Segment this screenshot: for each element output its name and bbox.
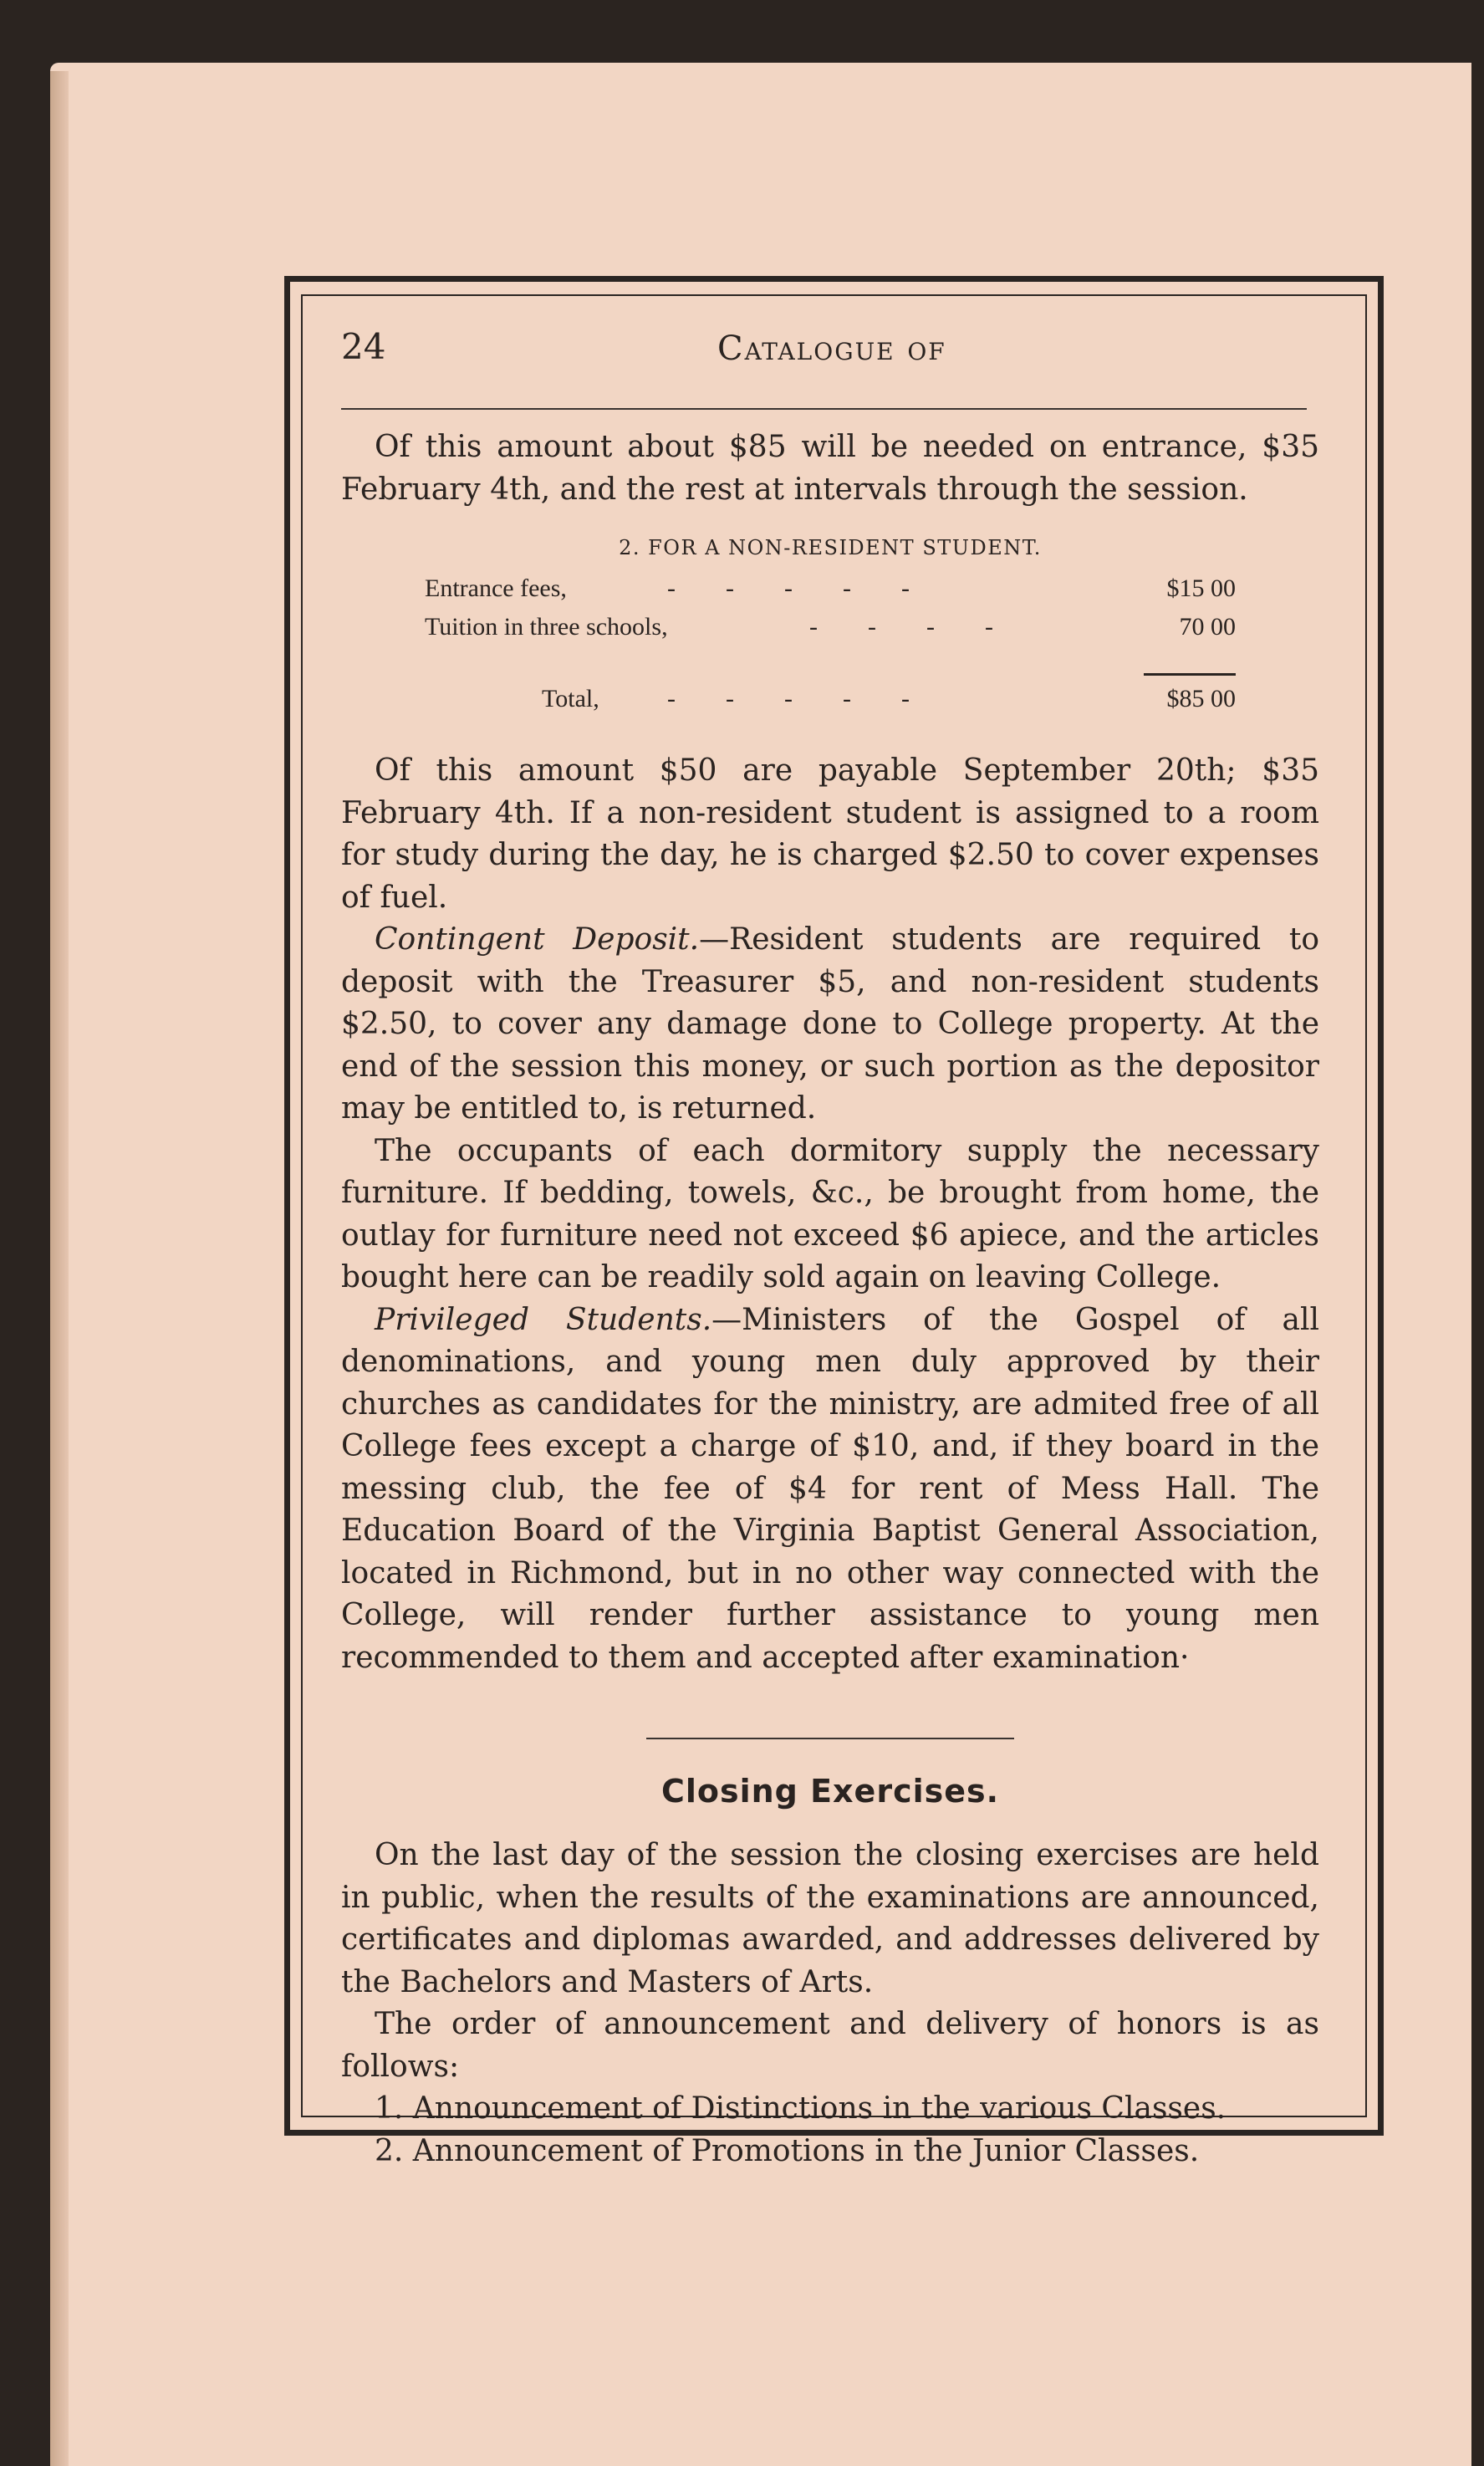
paragraph-amount-needed: Of this amount about $85 will be needed on entrance, $35 February 4th, and the rest at intervals through the session. (341, 430, 1319, 507)
fee-label: Tuition in three schools, (425, 613, 668, 641)
page-number: 24 (341, 326, 386, 367)
section-divider (646, 1738, 1014, 1739)
page-header (341, 318, 1319, 401)
paragraph-contingent-deposit (341, 919, 1319, 1131)
list-item: 2. Announcement of Promotions in the Junior Classes. (375, 2133, 1200, 2168)
list-item: 1. Announcement of Distinctions in the various Classes. (375, 2091, 1226, 2126)
paragraph-closing: On the last day of the session the closing exercises are held in public, when the results of the examinations are announced, certificates and diplomas awarded, and addresses delivered by the Bachelors and Masters of Arts. (341, 1838, 1319, 1999)
fee-row-entrance (341, 574, 1261, 610)
fee-leader-dots: - - - - (809, 613, 993, 641)
fee-amount: 70 00 (1179, 613, 1236, 641)
fee-row-tuition (341, 613, 1261, 648)
privileged-students-text: —Ministers of the Gospel of all denominations, and young men duly approved by their churches as candidates for the ministry, are admited free of all College fees except a charge of $10, and, if they board in the messing club, the fee of $4 for rent of Mess Hall. The Education Board of the Virginia Baptist General Association, located in Richmond, but in no other way connected with the College, will render further assistance to young men recommended to them and accepted after examination· (341, 1302, 1320, 1675)
fee-table (341, 574, 1319, 733)
sum-rule (1144, 673, 1236, 676)
header-rule (341, 408, 1307, 410)
fee-leader-dots: - - - - - (667, 685, 910, 712)
fee-row-total (341, 685, 1261, 720)
fee-label: Total, (542, 685, 599, 712)
fee-leader-dots: - - - - - (667, 574, 910, 602)
privileged-students-lead: Privileged Students. (375, 1302, 712, 1337)
running-title: Catalogue of (717, 329, 946, 368)
page-content (341, 318, 1319, 2172)
paragraph-order: The order of announcement and delivery of honors is as follows: (341, 2007, 1319, 2084)
page-edge (50, 71, 69, 2466)
contingent-deposit-lead: Contingent Deposit. (375, 922, 700, 957)
fee-amount: $85 00 (1166, 685, 1236, 712)
fee-subtitle: 2. FOR A NON-RESIDENT STUDENT. (619, 536, 1042, 559)
contingent-deposit-text: —Resident students are required to deposit with the Treasurer $5, and non-resident students $2.50, to cover any damage done to College property. At the end of the session this money, or such portion as the depositor may be entitled to, is returned. (341, 922, 1319, 1126)
paragraph-furniture: The occupants of each dormitory supply the necessary furniture. If bedding, towels, &c., be brought from home, the outlay for furniture need not exceed $6 apiece, and the articles bought here can be readily sold again on leaving College. (341, 1133, 1319, 1294)
section-heading: Closing Exercises. (660, 1773, 1000, 1810)
fee-amount: $15 00 (1166, 574, 1236, 602)
paragraph-privileged-students (341, 1299, 1319, 1680)
paragraph-payable: Of this amount $50 are payable September 20th; $35 February 4th. If a non-resident student is assigned to a room for study during the day, he is charged $2.50 to cover expenses of fuel. (341, 753, 1319, 915)
fee-label: Entrance fees, (425, 574, 567, 602)
